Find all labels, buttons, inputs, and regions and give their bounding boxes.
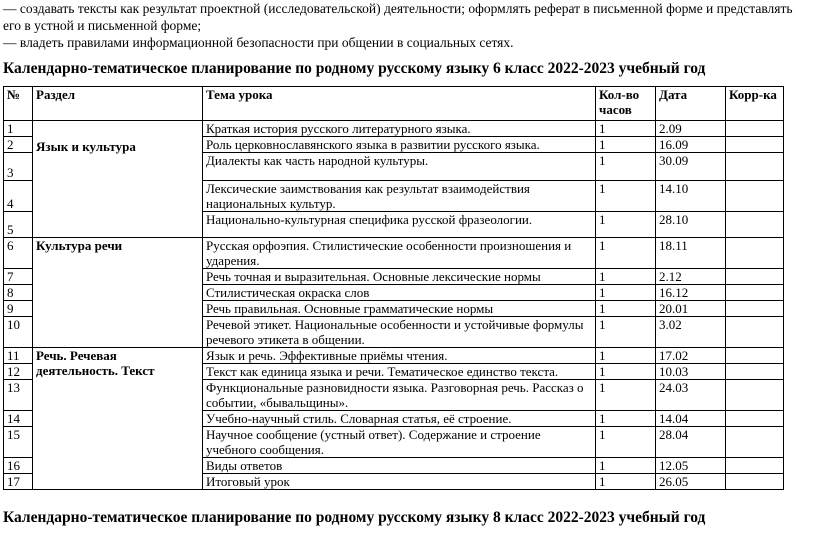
row-correction (726, 474, 784, 490)
row-topic: Язык и речь. Эффективные приёмы чтения. (203, 348, 596, 364)
row-correction (726, 181, 784, 212)
row-date: 16.12 (656, 285, 726, 301)
row-hours: 1 (596, 348, 656, 364)
row-date: 16.09 (656, 137, 726, 153)
header-correction: Корр-ка (726, 87, 784, 121)
row-number: 6 (4, 238, 33, 269)
row-date: 26.05 (656, 474, 726, 490)
row-date: 28.10 (656, 212, 726, 238)
header-hours: Кол-во часов (596, 87, 656, 121)
row-number: 2 (4, 137, 33, 153)
row-number: 4 (4, 181, 33, 212)
row-topic: Речь правильная. Основные грамматические нормы (203, 301, 596, 317)
row-number: 14 (4, 411, 33, 427)
row-number: 17 (4, 474, 33, 490)
row-topic: Функциональные разновидности языка. Разговорная речь. Рассказ о событии, «бывальщины». (203, 380, 596, 411)
plan-title-grade-8: Календарно-тематическое планирование по родному русскому языку 8 класс 2022-2023 учебный год (3, 509, 706, 526)
row-number: 5 (4, 212, 33, 238)
row-topic: Краткая история русского литературного языка. (203, 121, 596, 137)
row-topic: Виды ответов (203, 458, 596, 474)
row-topic: Научное сообщение (устный ответ). Содержание и строение учебного сообщения. (203, 427, 596, 458)
row-hours: 1 (596, 474, 656, 490)
row-number: 12 (4, 364, 33, 380)
row-topic: Речевой этикет. Национальные особенности и устойчивые формулы речевого этикета в общении. (203, 317, 596, 348)
row-correction (726, 317, 784, 348)
row-date: 24.03 (656, 380, 726, 411)
row-topic: Национально-культурная специфика русской фразеологии. (203, 212, 596, 238)
row-hours: 1 (596, 411, 656, 427)
row-number: 16 (4, 458, 33, 474)
row-topic: Учебно-научный стиль. Словарная статья, её строение. (203, 411, 596, 427)
row-date: 17.02 (656, 348, 726, 364)
section-name: Язык и культура (33, 121, 203, 238)
plan-title-grade-6: Календарно-тематическое планирование по родному русскому языку 6 класс 2022-2023 учебный год (3, 60, 706, 77)
row-number: 13 (4, 380, 33, 411)
row-correction (726, 427, 784, 458)
row-date: 3.02 (656, 317, 726, 348)
header-topic: Тема урока (203, 87, 596, 121)
lesson-plan-table (3, 86, 784, 490)
row-hours: 1 (596, 458, 656, 474)
row-number: 3 (4, 153, 33, 181)
row-correction (726, 212, 784, 238)
row-correction (726, 285, 784, 301)
row-correction (726, 348, 784, 364)
row-correction (726, 364, 784, 380)
row-topic: Диалекты как часть народной культуры. (203, 153, 596, 181)
row-hours: 1 (596, 181, 656, 212)
row-correction (726, 238, 784, 269)
header-number: № (4, 87, 33, 121)
section-name: Речь. Речевая деятельность. Текст (33, 348, 203, 490)
table-row (4, 121, 784, 137)
table-row (4, 238, 784, 269)
row-number: 8 (4, 285, 33, 301)
row-hours: 1 (596, 427, 656, 458)
row-correction (726, 411, 784, 427)
row-topic: Роль церковнославянского языка в развитии русского языка. (203, 137, 596, 153)
row-date: 20.01 (656, 301, 726, 317)
row-correction (726, 301, 784, 317)
row-hours: 1 (596, 212, 656, 238)
row-correction (726, 380, 784, 411)
row-correction (726, 458, 784, 474)
row-hours: 1 (596, 137, 656, 153)
row-topic: Русская орфоэпия. Стилистические особенности произношения и ударения. (203, 238, 596, 269)
row-number: 11 (4, 348, 33, 364)
row-date: 12.05 (656, 458, 726, 474)
row-hours: 1 (596, 380, 656, 411)
row-correction (726, 269, 784, 285)
row-hours: 1 (596, 285, 656, 301)
row-hours: 1 (596, 238, 656, 269)
row-date: 2.09 (656, 121, 726, 137)
intro-line-1: — создавать тексты как результат проектной (исследовательской) деятельности; оформлять реферат в письменной форме и представлять его в устной и письменной форме; (3, 1, 793, 33)
row-date: 10.03 (656, 364, 726, 380)
row-hours: 1 (596, 317, 656, 348)
row-date: 18.11 (656, 238, 726, 269)
intro-text (3, 0, 813, 51)
row-number: 9 (4, 301, 33, 317)
row-hours: 1 (596, 269, 656, 285)
row-date: 30.09 (656, 153, 726, 181)
row-hours: 1 (596, 121, 656, 137)
table-row (4, 348, 784, 364)
row-date: 14.04 (656, 411, 726, 427)
row-date: 2.12 (656, 269, 726, 285)
header-date: Дата (656, 87, 726, 121)
row-number: 15 (4, 427, 33, 458)
row-hours: 1 (596, 301, 656, 317)
row-number: 1 (4, 121, 33, 137)
intro-line-2: — владеть правилами информационной безопасности при общении в социальных сетях. (3, 35, 514, 50)
row-correction (726, 121, 784, 137)
row-topic: Стилистическая окраска слов (203, 285, 596, 301)
row-number: 10 (4, 317, 33, 348)
row-topic: Итоговый урок (203, 474, 596, 490)
row-correction (726, 137, 784, 153)
row-topic: Лексические заимствования как результат взаимодействия национальных культур. (203, 181, 596, 212)
row-date: 28.04 (656, 427, 726, 458)
row-date: 14.10 (656, 181, 726, 212)
row-hours: 1 (596, 364, 656, 380)
row-correction (726, 153, 784, 181)
row-topic: Речь точная и выразительная. Основные лексические нормы (203, 269, 596, 285)
table-header-row (4, 87, 784, 121)
header-section: Раздел (33, 87, 203, 121)
row-topic: Текст как единица языка и речи. Тематическое единство текста. (203, 364, 596, 380)
row-hours: 1 (596, 153, 656, 181)
section-name: Культура речи (33, 238, 203, 348)
row-number: 7 (4, 269, 33, 285)
